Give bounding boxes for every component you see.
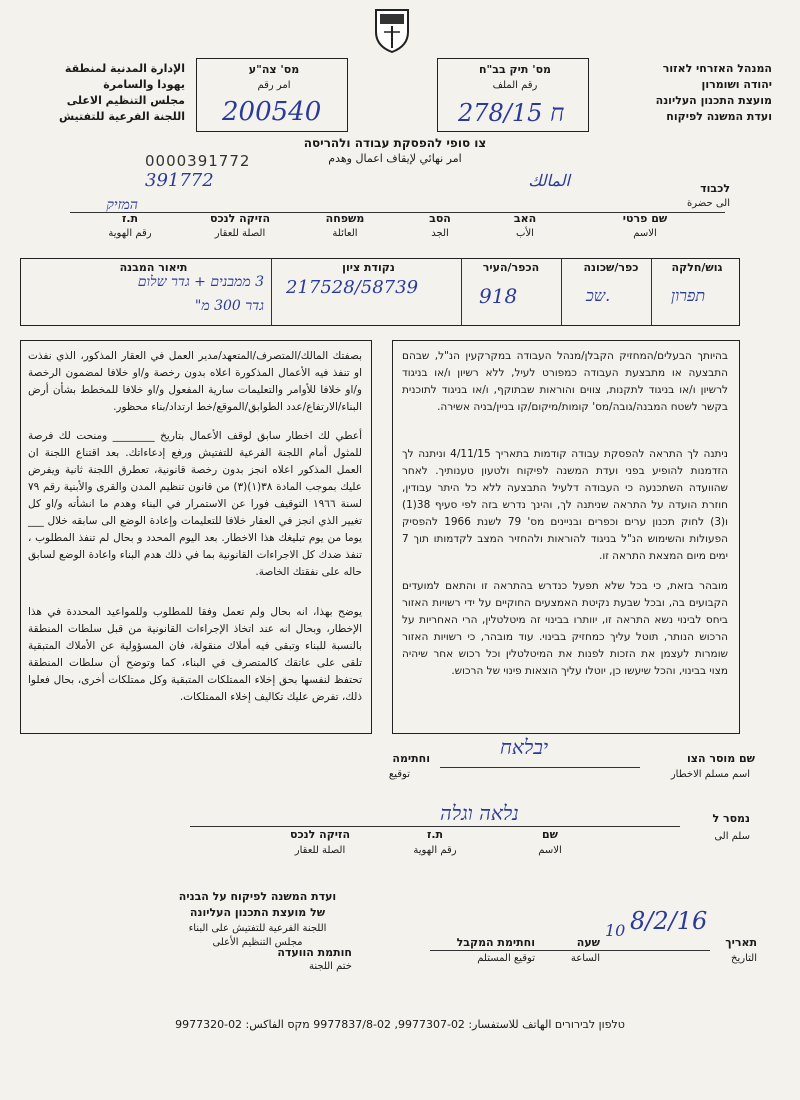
header-he-line4: ועדת המשנה לפיקוח	[666, 110, 772, 123]
receiver-sig-he: וחתימת המקבל	[456, 936, 535, 949]
loc-col-village: כפר/שכונה	[583, 261, 639, 274]
date-label-he: תאריך	[725, 936, 757, 949]
serial-printed: 0000391772	[145, 152, 251, 170]
person-col-grandfather: הסב	[429, 212, 451, 225]
title-he: צו סופי להפסקת עבודה ולהריסה	[303, 136, 487, 150]
person-col-father-ar: الأب	[516, 228, 534, 239]
person-col-father: האב	[513, 212, 537, 225]
loc-col-city: הכפר/העיר	[482, 261, 540, 274]
emblem-icon	[372, 8, 412, 54]
deliverer-label-ar: اسم مسلم الاخطار	[670, 769, 750, 780]
person-col-id-ar: رقم الهوية	[108, 228, 152, 239]
header-ar-line3: مجلس التنظيم الاعلى	[66, 94, 185, 107]
header-he-line1: המנהל האזרחי לאזור	[662, 62, 772, 75]
file-number-box	[437, 58, 589, 132]
loc-col-block: גוש/חלקה	[671, 261, 723, 274]
person-col-relation: הזיקה לנכס	[209, 212, 271, 225]
delivered-col-relation-ar: الصلة للعقار	[294, 845, 346, 856]
deliverer-sig-label-ar: توقيع	[388, 769, 410, 780]
deliverer-handwritten: יבלאח	[500, 735, 549, 759]
attention-label-he: לכבוד	[700, 182, 730, 195]
person-col-family: משפחה	[325, 212, 365, 225]
header-ar-line1: الإدارة المدنية لمنطقة	[64, 62, 185, 75]
loc-village-value: שכ.	[586, 286, 611, 305]
delivered-col-relation: הזיקה לנכס	[289, 828, 351, 841]
header-he-line3: מועצת התכנון העליונה	[655, 94, 772, 107]
time-label-ar: الساعة	[570, 953, 600, 964]
loc-desc-line1: 3 ממבנים + גדר שלום	[137, 274, 264, 290]
committee-stamp-line3: اللجنة الفرعية للتفتيش على البناء	[188, 923, 327, 934]
title-ar: امر نهائي لإيقاف اعمال وهدم	[328, 152, 462, 165]
receiver-sig-ar: توقيع المستلم	[477, 953, 535, 964]
loc-desc-line2: גדר 300 מ"	[194, 298, 264, 314]
loc-col-desc: תיאור המבנה	[119, 261, 188, 274]
body-ar-para2: أعطي لك اخطار سابق لوقف الأعمال بتاريخ ________ ومنحت لك فرصة للمثول أمام اللجنة الفرعية للتفتيش ورفع إدعاءاتك. بعد اقتناع اللجنة ان العمل المذكور اعلاه انجز بدون رخصة قانونية، تعطرق اللجنة ثانية ويفرض عليك بموجب المادة ٣٨(١)(٣) من قانون تنظيم المدن والقرى والأبنية رقم ٧٩ لسنة ١٩٦٦ التوقيف فورا عن الاستمرار في البناء وهدم ما انشأته و/او كل تغيير الذي انجز في العقار خلافا للتعليمات وإعادة الوضع الى سابقه خلال ___ يوما من يوم تبليغك هذا الاخطار. بعد اليوم المحدد و بحال لم تنفذ المطلوب ، تنفذ ضدك كل الاجراءات القانونية بما في ذلك هدم البناء واعادة الوضع لسابق حاله على نفقتك الخاصة.	[28, 430, 363, 578]
committee-sig-ar: ختم اللجنة	[308, 961, 352, 972]
body-ar-para3: يوضح بهذا، انه بحال ولم تعمل وفقا للمطلوب وللمواعيد المحددة في هذا الإخطار، وبحال انه عند اتخاذ الإجراءات القانونية من قبل سلطات المنطقة بالنسبة للبناء وتبقى فيه أملاك منقولة، فان المسؤولية عن الأملاك المتبقية تلقى على عاتقك كالمتصرف في البناء، كما وتوضح أن سلطات المنطقة تحتفظ لنفسها بحق إخلاء الممتلكات المتبقية وكل ممتلكات أخرى، بحال فعلوا ذلك، تفرض عليك تكاليف إخلاء الممتلكات.	[28, 606, 362, 703]
location-table	[20, 258, 740, 326]
delivered-col-id-ar: رقم الهوية	[413, 845, 457, 856]
order-number-label-he: מס' צה"ע	[248, 63, 300, 76]
serial-handwritten: 391772	[145, 170, 214, 191]
delivered-col-id: ת.ז	[426, 828, 444, 841]
delivered-to-label-ar: سلم الى	[714, 831, 750, 842]
attention-value: المالك	[528, 171, 570, 190]
file-number-value: 278/15 ח	[458, 99, 565, 127]
body-he-para2: ניתנה לך התראה להפסקת עבודה קודמות בתאריך 4/11/15 וניתנה לך הזדמנות להופיע בפני ועדת המשנה לפיקוח ולטעון טענותיך. לאחר שהוועדה השתכנעה כי העבודה דלעיל התבצעה ללא כל היתר עבודין, חוזרת הועדה על התראה שניתנה לך, והינך נדרש בזה לפי סעיף 38(1) ו(3) לחוק תכנון ערים וכפרים ובניינים מס' 79 לשנת 1966 להפסיק הפעולות והשימוש הנ"ל בניגוד להוראות ולהחזיר המצב לקדמותו תוך 7 ימים מיום המצאת התראה זו.	[402, 448, 728, 562]
deliverer-sig-label-he: וחתימה	[392, 752, 430, 765]
person-col-id: ת.ז	[121, 212, 139, 225]
header-ar-line2: يهودا والسامرة	[103, 78, 185, 91]
date-label-ar: التاريخ	[731, 953, 757, 964]
loc-parcel-value: 918	[479, 284, 518, 308]
order-number-box	[196, 58, 348, 132]
body-ar-para1: بصفتك المالك/المتصرف/المتعهد/مدير العمل في العقار المذكور، الذي نفذت او تنفذ فيه الأعمال المذكورة اعلاه بدون رخصة و/او خلافا لمضمون الرخصة و/او خلافا للأوامر والتعليمات سارية المفعول و/او خلافا للمخطط بشأن أرض البناء/الارتفاع/عدد الطوابق/الموقع/خط ارتداد/بناء محظور.	[28, 350, 362, 413]
loc-col-coords: נקודת ציון	[342, 261, 395, 274]
delivered-to-handwritten: נלאה וגלה	[440, 801, 519, 825]
time-label-he: שעה	[576, 936, 600, 949]
file-number-label-he: מס' תיק בב"ח	[478, 63, 552, 76]
header-ar-line4: اللجنة الفرعية للتفتيش	[58, 110, 185, 123]
file-number-label-ar: رقم الملف	[492, 80, 538, 91]
delivered-col-name: שם	[541, 828, 558, 841]
body-he-para3: מובהר בזאת, כי בכל שלא תפעל כנדרש בהתראה זו והתאם למועדים הקבועים בה, ובכל שבעת נקיטת האמצעים החוקיים על ידי רשויות האזור ביחס לבינוי נשא התראה זו, יוותרו בבינוי זה מיטלטלין, הרי האחריות על הרכוש הנותר, תוטל עליך כמחזיק בבינוי. עוד מובהר, כי רשויות האזור שומרות לעצמן את הזכות לפנות את המיטלטלין וכל רכוש אחר שיהיה מצוי בבינוי, והכל שיעשו כן, יוטלו עליך הוצאות פינוי של הרכוש.	[402, 580, 728, 677]
footer-contact: טלפון לבירורים الهاتف للاستفسار: 02-9977307, 02-9977837/8 מקס الفاكس: 02-9977320	[175, 1018, 625, 1031]
person-col-firstname: שם פרטי	[622, 212, 668, 225]
date-handwritten: 8/2/16	[630, 907, 708, 935]
delivered-col-name-ar: الاسم	[538, 845, 562, 856]
committee-sig-he: חותמת הוועדה	[277, 946, 352, 959]
body-he-para1: בהיותך הבעלים/המחזיק הקבלן/מנהל העבודה במקרקעין הנ"ל, שבהם התבצעה או מתבצעת העבודה כמפורט לעיל, ללא רשיון ו/או בניגוד לרשיון ו/או בניגוד לתקנות, צווים והוראות שבתוקף, ו/או בניגוד לתוכנית בקשר לשטח המבנה/גובה/מס' קומות/מיקום/קו בניין/בניה אשירה.	[402, 350, 728, 413]
deliverer-label-he: שם מוסר הצו	[686, 752, 755, 765]
loc-coords-value: 217528/58739	[286, 277, 419, 298]
order-number-value: 200540	[222, 97, 322, 127]
person-col-grandfather-ar: الجد	[431, 228, 449, 239]
time-handwritten: 10	[605, 921, 626, 940]
delivered-to-label-he: נמסר ל	[712, 812, 750, 825]
committee-stamp-line2: של מועצת התכנון העליונה	[189, 906, 326, 919]
person-col-firstname-ar: الاسم	[633, 228, 657, 239]
person-handwritten: המזיק	[106, 197, 138, 213]
person-col-family-ar: العائلة	[332, 228, 358, 239]
committee-stamp-line4: مجلس التنظيم الأعلى	[212, 937, 303, 948]
committee-stamp-line1: ועדת המשנה לפיקוח על הבניה	[178, 890, 337, 903]
loc-area-value: תפרון	[671, 286, 706, 305]
order-number-label-ar: امر رقم	[257, 80, 291, 91]
person-col-relation-ar: الصلة للعقار	[214, 228, 266, 239]
header-he-line2: יהודה ושומרון	[701, 78, 772, 91]
attention-label-ar: الى حضرة	[687, 198, 730, 209]
